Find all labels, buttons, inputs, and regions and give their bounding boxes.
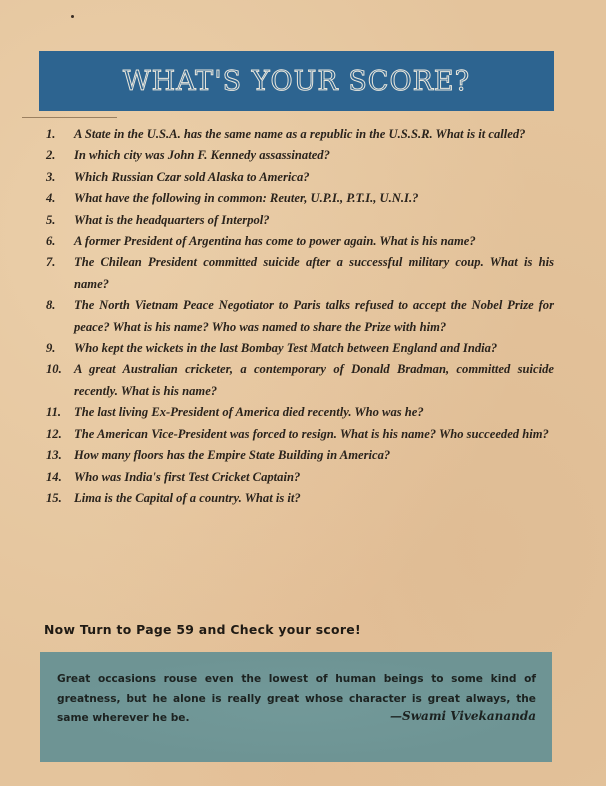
quote-box — [40, 652, 552, 762]
question-text: What is the headquarters of Interpol? — [74, 212, 270, 227]
question-number: 12. — [46, 426, 62, 441]
question-number: 11. — [46, 405, 62, 420]
title-banner — [39, 51, 554, 111]
question-text: Lima is the Capital of a country. What is it? — [74, 490, 301, 505]
question-item — [44, 359, 554, 402]
question-number: 13. — [46, 448, 62, 463]
question-number: 5. — [46, 212, 56, 227]
question-item — [44, 210, 554, 231]
question-number: 3. — [46, 169, 56, 184]
question-text: A former President of Argentina has come to power again. What is his name? — [74, 234, 476, 249]
page-title: WHAT'S YOUR SCORE? — [122, 65, 471, 97]
question-item — [44, 252, 554, 295]
question-item — [44, 424, 554, 445]
quote-text: Great occasions rouse even the lowest of human beings to some kind of greatness, but he alone is really great whose character is great always, the same wherever he be. — [57, 673, 536, 724]
question-item — [44, 445, 554, 466]
question-text: The Chilean President committed suicide after a successful military coup. What is his name? — [74, 255, 554, 291]
question-number: 7. — [46, 255, 56, 270]
divider-line — [22, 117, 117, 118]
question-item — [44, 338, 554, 359]
question-item — [44, 145, 554, 166]
question-number: 2. — [46, 148, 56, 163]
question-text: Who was India's first Test Cricket Captain? — [74, 469, 301, 484]
question-item — [44, 295, 554, 338]
check-score-instruction: Now Turn to Page 59 and Check your score! — [44, 622, 361, 637]
question-list — [44, 124, 554, 509]
question-number: 8. — [46, 298, 56, 313]
quote-author: —Swami Vivekananda — [390, 709, 536, 723]
question-text: A great Australian cricketer, a contemporary of Donald Bradman, committed suicide recently. What is his name? — [74, 362, 554, 398]
question-text: Which Russian Czar sold Alaska to America? — [74, 169, 310, 184]
question-number: 15. — [46, 490, 62, 505]
question-text: How many floors has the Empire State Building in America? — [74, 448, 391, 463]
question-text: A State in the U.S.A. has the same name as a republic in the U.S.S.R. What is it called? — [74, 127, 526, 141]
question-text: In which city was John F. Kennedy assassinated? — [74, 148, 330, 163]
question-item — [44, 231, 554, 252]
question-item — [44, 467, 554, 488]
question-number: 6. — [46, 234, 56, 249]
question-item — [44, 188, 554, 209]
question-text: What have the following in common: Reuter, U.P.I., P.T.I., U.N.I.? — [74, 191, 419, 206]
question-item — [44, 402, 554, 423]
question-number: 10. — [46, 362, 62, 377]
question-text: The North Vietnam Peace Negotiator to Paris talks refused to accept the Nobel Prize for peace? What is his name? Who was named to share the Prize with him? — [74, 298, 554, 334]
question-number: 9. — [46, 341, 56, 356]
question-number: 4. — [46, 191, 56, 206]
ink-speck — [71, 15, 74, 18]
question-item — [44, 488, 554, 509]
question-text: The American Vice-President was forced to resign. What is his name? Who succeeded him? — [74, 426, 549, 441]
question-text: The last living Ex-President of America died recently. Who was he? — [74, 405, 424, 420]
question-number: 14. — [46, 469, 62, 484]
question-item — [44, 167, 554, 188]
question-number: 1. — [46, 127, 56, 141]
question-item — [44, 124, 554, 145]
question-text: Who kept the wickets in the last Bombay Test Match between England and India? — [74, 341, 498, 356]
